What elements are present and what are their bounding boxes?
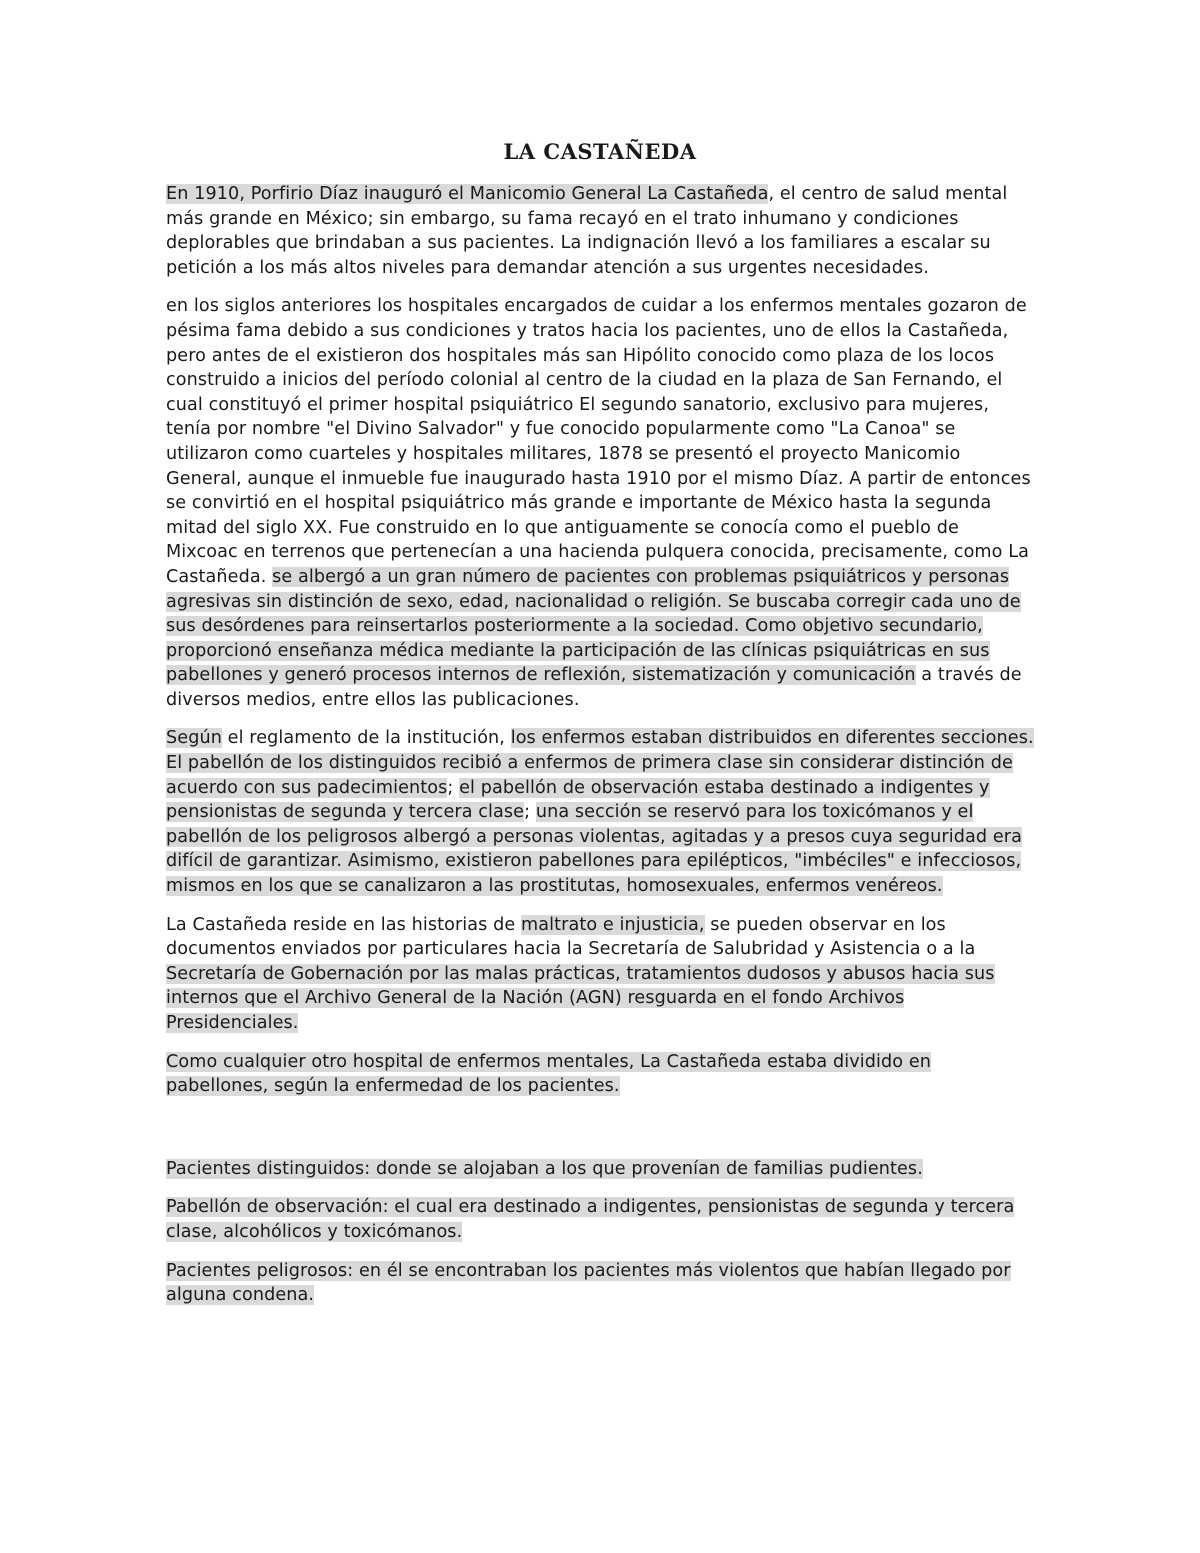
text-segment: , el centro de salud mental más grande en México; sin embargo, su fama recayó en el trato inhumano y condiciones deplorables que brindaban a sus pacientes. La indignación llevó a los familiares a escalar su petición a los más altos niveles para demandar atención a sus urgentes necesidades.	[166, 184, 1008, 278]
text-segment: en los siglos anteriores los hospitales encargados de cuidar a los enfermos mentales gozaron de pésima fama debido a sus condiciones y tratos hacia los pacientes, uno de ellos la Castañeda, pero antes de el existieron dos hospitales más san Hipólito conocido como plaza de los locos construido a inicios del período colonial al centro de la ciudad en la plaza de San Fernando, el cual constituyó el primer hospital psiquiátrico El segundo sanatorio, exclusivo para mujeres, tenía por nombre "el Divino Salvador" y fue conocido popularmente como "La Canoa" se utilizaron como cuarteles y hospitales militares, 1878 se presentó el proyecto Manicomio General, aunque el inmueble fue inaugurado hasta 1910 por el mismo Díaz. A partir de entonces se convirtió en el hospital psiquiátrico más grande e importante de México hasta la segunda mitad del siglo XX. Fue construido en lo que antiguamente se conocía como el pueblo de Mixcoac en terrenos que pertenecían a una hacienda pulquera conocida, precisamente, como La Castañeda.	[166, 296, 1031, 587]
list-item-observation	[166, 1195, 1034, 1244]
document-title: LA CASTAÑEDA	[503, 139, 697, 164]
text-segment: los enfermos estaban distribuidos en diferentes secciones. El pabellón de los distinguidos recibió a enfermos de primera clase sin considerar distinción de acuerdo con sus padecimientos	[166, 728, 1034, 798]
text-segment: se pueden observar en los documentos enviados por particulares hacia la Secretaría de Salubridad y Asistencia o a la	[166, 914, 976, 960]
text-segment: el reglamento de la institución,	[221, 728, 511, 749]
text-segment: ;	[524, 802, 536, 823]
text-segment: Secretaría de Gobernación por las malas prácticas, tratamientos dudosos y abusos hacia sus internos que el Archivo General de la Nación (AGN) resguarda en el fondo Archivos Presidenciales.	[166, 963, 995, 1033]
text-segment: una sección se reservó para los toxicómanos y el pabellón de los peligrosos albergó a personas violentas, agitadas y a presos cuya seguridad era difícil de garantizar. Asimismo, existieron pabellones para epilépticos, "imbéciles" e infecciosos, mismos en los que se canalizaron a las prostitutas, homosexuales, enfermos venéreos.	[166, 802, 1022, 897]
text-segment: Como cualquier otro hospital de enfermos mentales, La Castañeda estaba dividido en pabellones, según la enfermedad de los pacientes.	[166, 1051, 932, 1097]
list-item-distinguished	[166, 1157, 1034, 1182]
list-item-dangerous	[166, 1259, 1034, 1308]
blank-line	[166, 1113, 1034, 1157]
text-segment: se albergó a un gran número de pacientes con problemas psiquiátricos y personas agresivas sin distinción de sexo, edad, nacionalidad o religión. Se buscaba corregir cada uno de sus desórdenes para reinsertarlos posteriormente a la sociedad. Como objetivo secundario, proporcionó enseñanza médica mediante la participación de las clínicas psiquiátricas en sus pabellones y generó procesos internos de reflexión, sistematización y comunicación	[166, 566, 1021, 686]
text-segment: La Castañeda reside en las historias de	[166, 914, 522, 935]
text-segment: maltrato e injusticia,	[521, 914, 705, 935]
paragraph-history	[166, 294, 1034, 712]
body-paragraphs	[166, 182, 1034, 1099]
text-segment: el pabellón de observación estaba destinado a indigentes y pensionistas de segunda y tercera clase	[166, 777, 990, 823]
text-segment: ;	[447, 777, 460, 798]
paragraph-pavilions	[166, 1050, 1034, 1099]
text-segment: Pabellón de observación: el cual era destinado a indigentes, pensionistas de segunda y tercera clase, alcohólicos y toxicómanos.	[166, 1197, 1015, 1242]
paragraph-intro	[166, 182, 1034, 280]
text-segment: Según	[166, 728, 222, 749]
paragraph-regulations	[166, 726, 1034, 898]
paragraph-archives	[166, 913, 1034, 1036]
text-segment: a través de diversos medios, entre ellos las publicaciones.	[166, 665, 1022, 710]
pavilion-list	[166, 1157, 1034, 1308]
text-segment: Pacientes distinguidos: donde se alojaban a los que provenían de familias pudientes.	[166, 1158, 923, 1179]
text-segment: En 1910, Porfirio Díaz inauguró el Manicomio General La Castañeda	[166, 184, 769, 204]
document-page	[166, 138, 1034, 1322]
text-segment: Pacientes peligrosos: en él se encontraban los pacientes más violentos que habían llegado por alguna condena.	[166, 1260, 1011, 1306]
